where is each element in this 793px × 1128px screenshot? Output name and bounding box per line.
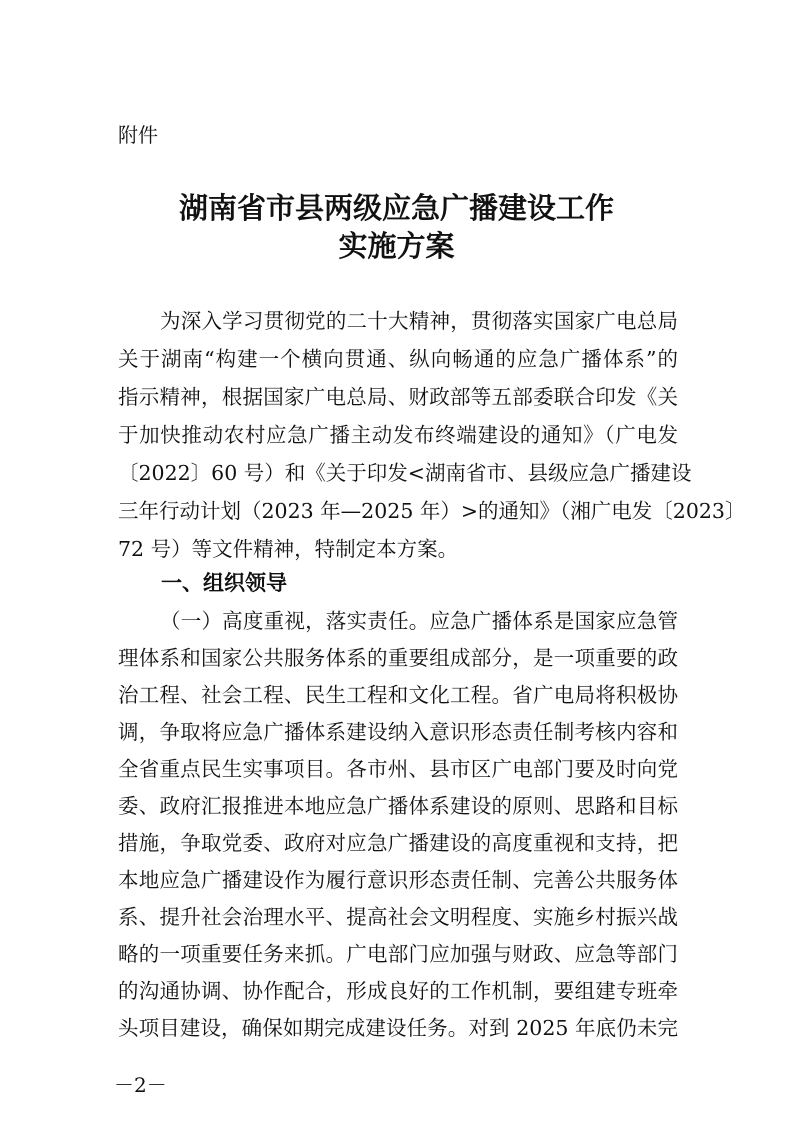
intro-line: 为深入学习贯彻党的二十大精神，贯彻落实国家广电总局	[160, 309, 678, 333]
section-line: 委、政府汇报推进本地应急广播体系建设的原则、思路和目标	[118, 794, 678, 818]
intro-line: 三年行动计划（2023 年—2025 年）>的通知》（湘广电发〔2023〕	[118, 499, 746, 523]
section-line: 全省重点民生实事项目。各市州、县市区广电部门要及时向党	[118, 757, 678, 781]
section-line: 头项目建设，确保如期完成建设任务。对到 2025 年底仍未完	[118, 1016, 678, 1040]
intro-line: 72 号）等文件精神，特制定本方案。	[118, 537, 459, 561]
intro-line: 关于湖南“构建一个横向贯通、纵向畅通的应急广播体系”的	[118, 347, 678, 371]
section-line: （一）高度重视，落实责任。应急广播体系是国家应急管	[160, 609, 678, 633]
section-line: 本地应急广播建设作为履行意识形态责任制、完善公共服务体	[118, 868, 678, 892]
section-line: 治工程、社会工程、民生工程和文化工程。省广电局将积极协	[118, 683, 678, 707]
document-title-line-1: 湖南省市县两级应急广播建设工作	[178, 191, 614, 225]
section-line: 系、提升社会治理水平、提高社会文明程度、实施乡村振兴战	[118, 905, 678, 929]
section-line: 理体系和国家公共服务体系的重要组成部分，是一项重要的政	[118, 646, 678, 670]
attachment-label: 附件	[118, 123, 158, 147]
intro-line: 〔2022〕60 号）和《关于印发<湖南省市、县级应急广播建设	[118, 461, 692, 485]
intro-line: 于加快推动农村应急广播主动发布终端建设的通知》（广电发	[118, 423, 678, 447]
section-line: 措施，争取党委、政府对应急广播建设的高度重视和支持，把	[118, 831, 678, 855]
page-number: －2－	[114, 1073, 167, 1097]
section-1-heading: 一、组织领导	[161, 571, 287, 595]
section-line: 的沟通协调、协作配合，形成良好的工作机制，要组建专班牵	[118, 979, 678, 1003]
section-line: 略的一项重要任务来抓。广电部门应加强与财政、应急等部门	[118, 942, 678, 966]
document-title-line-2: 实施方案	[338, 229, 455, 263]
intro-line: 指示精神，根据国家广电总局、财政部等五部委联合印发《关	[118, 385, 678, 409]
section-line: 调，争取将应急广播体系建设纳入意识形态责任制考核内容和	[118, 720, 678, 744]
